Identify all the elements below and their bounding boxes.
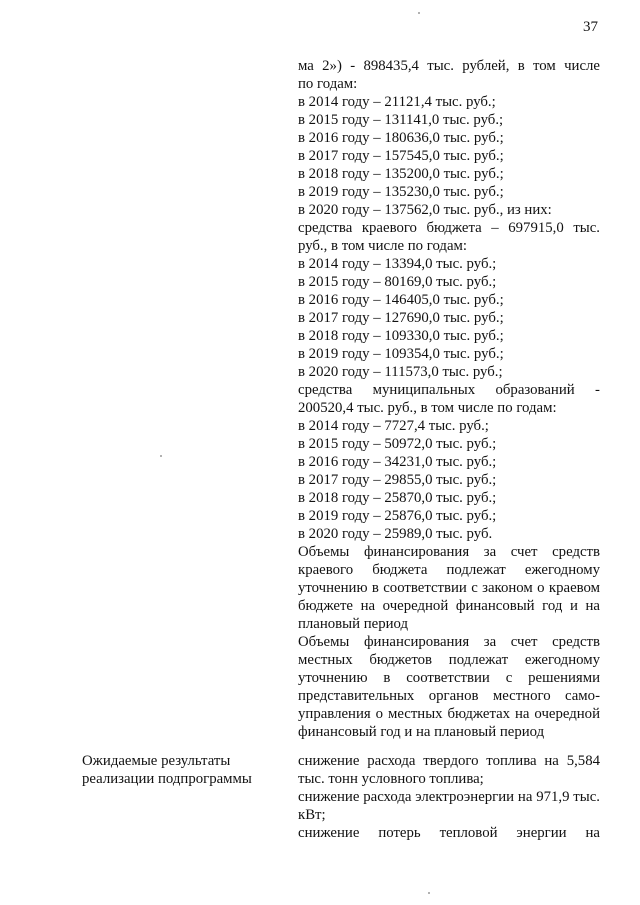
scan-speck	[418, 12, 420, 14]
municipal-year-line: в 2017 году – 29855,0 тыс. руб.;	[298, 472, 497, 488]
regional-budget-line1: средства краевого бюджета – 697915,0 тыс.	[298, 220, 600, 236]
total-year-line: в 2014 году – 21121,4 тыс. руб.;	[298, 94, 496, 110]
result-item: снижение расхода электроэнергии на 971,9 тыс. кВт;	[298, 789, 600, 823]
regional-year-line: в 2016 году – 146405,0 тыс. руб.;	[298, 292, 504, 308]
expected-results-list	[298, 752, 600, 842]
total-year-line: в 2018 году – 135200,0 тыс. руб.;	[298, 166, 504, 182]
municipal-year-line: в 2018 году – 25870,0 тыс. руб.;	[298, 490, 497, 506]
regional-budget-line2: руб., в том числе по годам:	[298, 238, 468, 254]
municipal-year-line: в 2016 году – 34231,0 тыс. руб.;	[298, 454, 497, 470]
total-year-line: в 2020 году – 137562,0 тыс. руб., из них:	[298, 202, 552, 218]
total-year-line: в 2015 году – 131141,0 тыс. руб.;	[298, 112, 504, 128]
expected-results-label: Ожидаемые результаты реализации подпрограммы	[82, 753, 252, 787]
financing-intro-line1: ма 2») - 898435,4 тыс. рублей, в том числе	[298, 58, 600, 74]
regional-year-line: в 2020 году – 111573,0 тыс. руб.;	[298, 364, 503, 380]
total-year-line: в 2019 году – 135230,0 тыс. руб.;	[298, 184, 504, 200]
result-item: снижение расхода твердого топлива на 5,584 тыс. тонн условного топлива;	[298, 753, 600, 787]
regional-budget-note: Объемы финансирования за счет средств краевого бюджета подлежат ежегодному уточнению в соответствии с законом о краевом бюджете на очередной финансовый год и на плановый период	[298, 544, 600, 632]
regional-year-line: в 2014 году – 13394,0 тыс. руб.;	[298, 256, 497, 272]
financing-volume-block	[298, 57, 600, 741]
regional-year-line: в 2015 году – 80169,0 тыс. руб.;	[298, 274, 497, 290]
scan-speck	[160, 455, 162, 457]
financing-intro-line2: по годам:	[298, 76, 358, 92]
municipal-funds-line2: 200520,4 тыс. руб., в том числе по годам:	[298, 400, 557, 416]
municipal-year-line: в 2014 году – 7727,4 тыс. руб.;	[298, 418, 489, 434]
regional-year-line: в 2019 году – 109354,0 тыс. руб.;	[298, 346, 504, 362]
local-budget-note: Объемы финансирования за счет средств местных бюджетов подлежат ежегодному уточнению в соответствии с решениями представительных органов местного самоуправления о местных бюджетах на очередной финансовый год и на плановый период	[298, 634, 600, 740]
municipal-year-line: в 2019 году – 25876,0 тыс. руб.;	[298, 508, 497, 524]
municipal-funds-line1: средства муниципальных образований -	[298, 382, 600, 398]
scan-speck	[428, 892, 430, 894]
total-year-line: в 2016 году – 180636,0 тыс. руб.;	[298, 130, 504, 146]
regional-year-line: в 2017 году – 127690,0 тыс. руб.;	[298, 310, 504, 326]
municipal-year-line: в 2020 году – 25989,0 тыс. руб.	[298, 526, 493, 542]
total-year-line: в 2017 году – 157545,0 тыс. руб.;	[298, 148, 504, 164]
result-item: снижение потерь тепловой энергии на	[298, 825, 600, 841]
page-number: 37	[583, 19, 598, 35]
regional-year-line: в 2018 году – 109330,0 тыс. руб.;	[298, 328, 504, 344]
municipal-year-line: в 2015 году – 50972,0 тыс. руб.;	[298, 436, 497, 452]
